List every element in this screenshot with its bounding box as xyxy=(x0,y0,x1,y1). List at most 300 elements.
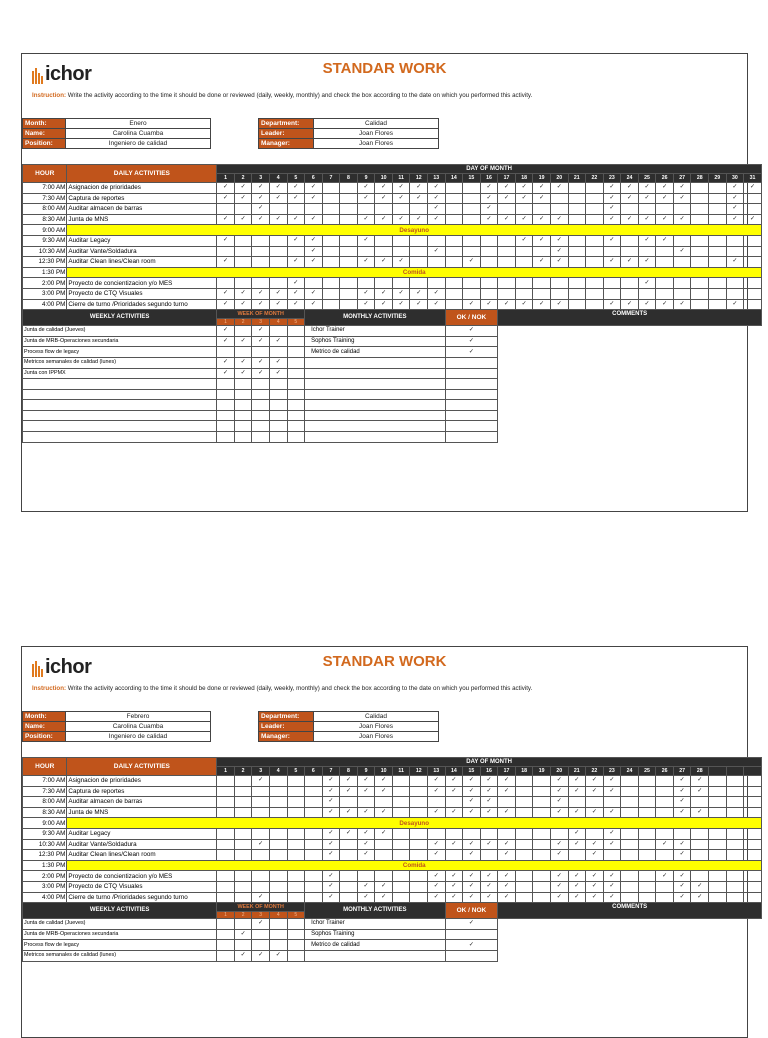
day-checkbox[interactable] xyxy=(656,797,674,808)
info-value-name[interactable]: Carolina Cuamba xyxy=(66,722,211,732)
day-checkbox[interactable]: ✓ xyxy=(234,193,252,204)
day-checkbox[interactable] xyxy=(568,204,586,215)
day-checkbox[interactable]: ✓ xyxy=(252,214,270,225)
day-checkbox[interactable] xyxy=(428,278,446,289)
day-checkbox[interactable] xyxy=(603,278,621,289)
day-checkbox[interactable] xyxy=(744,776,762,787)
day-checkbox[interactable] xyxy=(638,807,656,818)
day-checkbox[interactable]: ✓ xyxy=(234,299,252,310)
day-checkbox[interactable] xyxy=(269,828,287,839)
day-checkbox[interactable]: ✓ xyxy=(287,299,305,310)
info-value-month[interactable]: Febrero xyxy=(66,712,211,722)
day-checkbox[interactable]: ✓ xyxy=(357,850,375,861)
week-checkbox[interactable] xyxy=(234,326,252,337)
day-checkbox[interactable]: ✓ xyxy=(586,871,604,882)
info-value-leader[interactable]: Joan Flores xyxy=(314,722,439,732)
day-checkbox[interactable]: ✓ xyxy=(550,797,568,808)
day-checkbox[interactable] xyxy=(568,299,586,310)
day-checkbox[interactable] xyxy=(357,871,375,882)
day-checkbox[interactable]: ✓ xyxy=(428,214,446,225)
day-checkbox[interactable] xyxy=(691,871,709,882)
day-checkbox[interactable] xyxy=(533,204,551,215)
day-checkbox[interactable] xyxy=(673,204,691,215)
day-checkbox[interactable] xyxy=(252,235,270,246)
day-checkbox[interactable] xyxy=(287,892,305,903)
day-checkbox[interactable]: ✓ xyxy=(621,257,639,268)
day-checkbox[interactable]: ✓ xyxy=(322,786,340,797)
week-checkbox[interactable] xyxy=(234,410,252,421)
ok-nok-cell[interactable] xyxy=(445,357,498,368)
day-checkbox[interactable]: ✓ xyxy=(287,235,305,246)
day-checkbox[interactable]: ✓ xyxy=(726,299,744,310)
day-checkbox[interactable]: ✓ xyxy=(726,257,744,268)
day-checkbox[interactable]: ✓ xyxy=(550,235,568,246)
day-checkbox[interactable]: ✓ xyxy=(550,246,568,257)
day-checkbox[interactable] xyxy=(305,204,323,215)
day-checkbox[interactable] xyxy=(410,839,428,850)
day-checkbox[interactable] xyxy=(445,828,463,839)
day-checkbox[interactable] xyxy=(621,871,639,882)
week-checkbox[interactable] xyxy=(269,432,287,443)
week-checkbox[interactable]: ✓ xyxy=(234,950,252,961)
day-checkbox[interactable]: ✓ xyxy=(603,871,621,882)
day-checkbox[interactable] xyxy=(392,776,410,787)
day-checkbox[interactable]: ✓ xyxy=(533,235,551,246)
day-checkbox[interactable] xyxy=(375,204,393,215)
day-checkbox[interactable]: ✓ xyxy=(217,299,235,310)
day-checkbox[interactable]: ✓ xyxy=(428,246,446,257)
week-checkbox[interactable] xyxy=(234,432,252,443)
day-checkbox[interactable] xyxy=(515,881,533,892)
day-checkbox[interactable] xyxy=(568,235,586,246)
week-checkbox[interactable] xyxy=(287,432,305,443)
day-checkbox[interactable] xyxy=(621,246,639,257)
day-checkbox[interactable] xyxy=(287,204,305,215)
day-checkbox[interactable]: ✓ xyxy=(287,278,305,289)
day-checkbox[interactable]: ✓ xyxy=(621,214,639,225)
day-checkbox[interactable] xyxy=(234,892,252,903)
day-checkbox[interactable]: ✓ xyxy=(638,278,656,289)
day-checkbox[interactable] xyxy=(322,299,340,310)
day-checkbox[interactable]: ✓ xyxy=(550,839,568,850)
day-checkbox[interactable] xyxy=(305,278,323,289)
day-checkbox[interactable] xyxy=(269,892,287,903)
day-checkbox[interactable] xyxy=(287,776,305,787)
week-checkbox[interactable] xyxy=(287,326,305,337)
day-checkbox[interactable]: ✓ xyxy=(287,183,305,194)
day-checkbox[interactable]: ✓ xyxy=(357,828,375,839)
day-checkbox[interactable]: ✓ xyxy=(322,839,340,850)
day-checkbox[interactable] xyxy=(322,257,340,268)
day-checkbox[interactable]: ✓ xyxy=(480,193,498,204)
day-checkbox[interactable] xyxy=(234,828,252,839)
week-checkbox[interactable] xyxy=(287,410,305,421)
day-checkbox[interactable] xyxy=(744,257,762,268)
day-checkbox[interactable]: ✓ xyxy=(673,871,691,882)
day-checkbox[interactable] xyxy=(269,797,287,808)
day-checkbox[interactable]: ✓ xyxy=(357,881,375,892)
day-checkbox[interactable] xyxy=(410,776,428,787)
day-checkbox[interactable]: ✓ xyxy=(603,828,621,839)
day-checkbox[interactable] xyxy=(744,871,762,882)
day-checkbox[interactable] xyxy=(744,850,762,861)
day-checkbox[interactable] xyxy=(638,288,656,299)
day-checkbox[interactable] xyxy=(463,278,481,289)
day-checkbox[interactable] xyxy=(410,892,428,903)
day-checkbox[interactable] xyxy=(269,850,287,861)
day-checkbox[interactable] xyxy=(568,278,586,289)
info-value-position[interactable]: Ingeniero de calidad xyxy=(66,732,211,742)
day-checkbox[interactable]: ✓ xyxy=(603,204,621,215)
day-checkbox[interactable]: ✓ xyxy=(498,871,516,882)
info-value-position[interactable]: Ingeniero de calidad xyxy=(66,139,211,149)
week-checkbox[interactable] xyxy=(234,400,252,411)
day-checkbox[interactable] xyxy=(709,257,727,268)
day-checkbox[interactable] xyxy=(709,786,727,797)
day-checkbox[interactable]: ✓ xyxy=(744,183,762,194)
day-checkbox[interactable] xyxy=(744,278,762,289)
day-checkbox[interactable] xyxy=(445,278,463,289)
day-checkbox[interactable]: ✓ xyxy=(428,881,446,892)
day-checkbox[interactable]: ✓ xyxy=(375,257,393,268)
day-checkbox[interactable] xyxy=(638,839,656,850)
day-checkbox[interactable]: ✓ xyxy=(515,299,533,310)
day-checkbox[interactable] xyxy=(392,235,410,246)
ok-nok-cell[interactable] xyxy=(445,421,498,432)
day-checkbox[interactable] xyxy=(269,257,287,268)
ok-nok-cell[interactable] xyxy=(445,432,498,443)
week-checkbox[interactable] xyxy=(269,326,287,337)
day-checkbox[interactable]: ✓ xyxy=(375,776,393,787)
day-checkbox[interactable] xyxy=(234,776,252,787)
day-checkbox[interactable] xyxy=(428,797,446,808)
day-checkbox[interactable]: ✓ xyxy=(445,776,463,787)
day-checkbox[interactable] xyxy=(744,839,762,850)
day-checkbox[interactable] xyxy=(691,257,709,268)
day-checkbox[interactable] xyxy=(410,881,428,892)
week-checkbox[interactable]: ✓ xyxy=(217,336,235,347)
day-checkbox[interactable] xyxy=(410,786,428,797)
day-checkbox[interactable]: ✓ xyxy=(550,299,568,310)
day-checkbox[interactable] xyxy=(586,214,604,225)
day-checkbox[interactable]: ✓ xyxy=(568,871,586,882)
day-checkbox[interactable] xyxy=(709,776,727,787)
day-checkbox[interactable] xyxy=(691,204,709,215)
day-checkbox[interactable] xyxy=(217,797,235,808)
day-checkbox[interactable] xyxy=(217,871,235,882)
day-checkbox[interactable]: ✓ xyxy=(673,786,691,797)
week-checkbox[interactable] xyxy=(217,940,235,951)
day-checkbox[interactable] xyxy=(463,235,481,246)
week-checkbox[interactable] xyxy=(252,432,270,443)
comments-area[interactable] xyxy=(498,326,762,443)
day-checkbox[interactable] xyxy=(392,204,410,215)
day-checkbox[interactable] xyxy=(269,204,287,215)
day-checkbox[interactable] xyxy=(305,776,323,787)
day-checkbox[interactable]: ✓ xyxy=(603,807,621,818)
day-checkbox[interactable] xyxy=(428,828,446,839)
day-checkbox[interactable] xyxy=(445,193,463,204)
day-checkbox[interactable] xyxy=(445,257,463,268)
day-checkbox[interactable]: ✓ xyxy=(217,235,235,246)
day-checkbox[interactable] xyxy=(515,776,533,787)
info-value-department[interactable]: Calidad xyxy=(314,712,439,722)
week-checkbox[interactable] xyxy=(287,389,305,400)
day-checkbox[interactable]: ✓ xyxy=(586,839,604,850)
comments-area[interactable] xyxy=(498,919,762,961)
day-checkbox[interactable] xyxy=(621,786,639,797)
day-checkbox[interactable] xyxy=(691,193,709,204)
day-checkbox[interactable] xyxy=(744,807,762,818)
day-checkbox[interactable] xyxy=(428,235,446,246)
day-checkbox[interactable] xyxy=(392,786,410,797)
day-checkbox[interactable]: ✓ xyxy=(463,786,481,797)
day-checkbox[interactable] xyxy=(392,807,410,818)
day-checkbox[interactable]: ✓ xyxy=(550,807,568,818)
week-checkbox[interactable]: ✓ xyxy=(234,357,252,368)
day-checkbox[interactable]: ✓ xyxy=(480,776,498,787)
day-checkbox[interactable] xyxy=(656,246,674,257)
day-checkbox[interactable]: ✓ xyxy=(673,797,691,808)
day-checkbox[interactable]: ✓ xyxy=(656,871,674,882)
day-checkbox[interactable] xyxy=(269,786,287,797)
day-checkbox[interactable] xyxy=(726,776,744,787)
day-checkbox[interactable] xyxy=(305,850,323,861)
day-checkbox[interactable] xyxy=(726,871,744,882)
day-checkbox[interactable] xyxy=(305,871,323,882)
day-checkbox[interactable] xyxy=(550,828,568,839)
day-checkbox[interactable] xyxy=(709,183,727,194)
day-checkbox[interactable] xyxy=(463,214,481,225)
week-checkbox[interactable]: ✓ xyxy=(269,357,287,368)
day-checkbox[interactable]: ✓ xyxy=(603,776,621,787)
day-checkbox[interactable] xyxy=(691,278,709,289)
day-checkbox[interactable] xyxy=(656,278,674,289)
day-checkbox[interactable]: ✓ xyxy=(428,183,446,194)
day-checkbox[interactable] xyxy=(340,839,358,850)
day-checkbox[interactable] xyxy=(269,235,287,246)
day-checkbox[interactable] xyxy=(533,797,551,808)
day-checkbox[interactable] xyxy=(305,881,323,892)
day-checkbox[interactable] xyxy=(252,246,270,257)
day-checkbox[interactable]: ✓ xyxy=(726,214,744,225)
day-checkbox[interactable]: ✓ xyxy=(357,892,375,903)
day-checkbox[interactable] xyxy=(586,797,604,808)
day-checkbox[interactable] xyxy=(638,797,656,808)
day-checkbox[interactable] xyxy=(340,892,358,903)
day-checkbox[interactable] xyxy=(709,278,727,289)
day-checkbox[interactable]: ✓ xyxy=(392,299,410,310)
day-checkbox[interactable]: ✓ xyxy=(726,204,744,215)
day-checkbox[interactable] xyxy=(744,288,762,299)
week-checkbox[interactable]: ✓ xyxy=(217,357,235,368)
day-checkbox[interactable] xyxy=(656,807,674,818)
week-checkbox[interactable] xyxy=(217,919,235,930)
day-checkbox[interactable]: ✓ xyxy=(463,850,481,861)
day-checkbox[interactable] xyxy=(480,246,498,257)
day-checkbox[interactable] xyxy=(357,246,375,257)
day-checkbox[interactable]: ✓ xyxy=(498,183,516,194)
day-checkbox[interactable]: ✓ xyxy=(603,299,621,310)
week-checkbox[interactable] xyxy=(269,919,287,930)
day-checkbox[interactable] xyxy=(340,881,358,892)
day-checkbox[interactable]: ✓ xyxy=(322,776,340,787)
day-checkbox[interactable] xyxy=(744,235,762,246)
day-checkbox[interactable] xyxy=(480,288,498,299)
day-checkbox[interactable] xyxy=(410,828,428,839)
day-checkbox[interactable] xyxy=(340,288,358,299)
day-checkbox[interactable] xyxy=(305,839,323,850)
day-checkbox[interactable]: ✓ xyxy=(322,828,340,839)
day-checkbox[interactable] xyxy=(410,797,428,808)
ok-nok-cell[interactable] xyxy=(445,400,498,411)
day-checkbox[interactable] xyxy=(428,257,446,268)
day-checkbox[interactable] xyxy=(269,807,287,818)
week-checkbox[interactable] xyxy=(269,929,287,940)
week-checkbox[interactable] xyxy=(217,400,235,411)
day-checkbox[interactable] xyxy=(234,881,252,892)
day-checkbox[interactable] xyxy=(621,839,639,850)
ok-nok-cell[interactable] xyxy=(445,368,498,379)
day-checkbox[interactable]: ✓ xyxy=(305,214,323,225)
day-checkbox[interactable]: ✓ xyxy=(269,299,287,310)
day-checkbox[interactable]: ✓ xyxy=(463,299,481,310)
day-checkbox[interactable] xyxy=(691,183,709,194)
day-checkbox[interactable]: ✓ xyxy=(673,193,691,204)
week-checkbox[interactable] xyxy=(252,389,270,400)
day-checkbox[interactable] xyxy=(357,278,375,289)
day-checkbox[interactable]: ✓ xyxy=(375,786,393,797)
day-checkbox[interactable] xyxy=(340,278,358,289)
day-checkbox[interactable] xyxy=(691,850,709,861)
day-checkbox[interactable]: ✓ xyxy=(621,183,639,194)
day-checkbox[interactable]: ✓ xyxy=(322,797,340,808)
day-checkbox[interactable] xyxy=(533,246,551,257)
day-checkbox[interactable]: ✓ xyxy=(673,776,691,787)
day-checkbox[interactable] xyxy=(287,797,305,808)
day-checkbox[interactable]: ✓ xyxy=(410,193,428,204)
day-checkbox[interactable] xyxy=(603,288,621,299)
day-checkbox[interactable] xyxy=(392,797,410,808)
day-checkbox[interactable]: ✓ xyxy=(603,214,621,225)
day-checkbox[interactable]: ✓ xyxy=(357,183,375,194)
week-checkbox[interactable] xyxy=(269,347,287,358)
day-checkbox[interactable] xyxy=(322,204,340,215)
day-checkbox[interactable]: ✓ xyxy=(340,776,358,787)
day-checkbox[interactable]: ✓ xyxy=(621,193,639,204)
day-checkbox[interactable]: ✓ xyxy=(375,299,393,310)
day-checkbox[interactable] xyxy=(234,235,252,246)
day-checkbox[interactable] xyxy=(709,288,727,299)
week-checkbox[interactable]: ✓ xyxy=(234,929,252,940)
day-checkbox[interactable]: ✓ xyxy=(498,299,516,310)
day-checkbox[interactable]: ✓ xyxy=(550,786,568,797)
day-checkbox[interactable] xyxy=(498,246,516,257)
day-checkbox[interactable] xyxy=(410,850,428,861)
day-checkbox[interactable]: ✓ xyxy=(392,214,410,225)
day-checkbox[interactable] xyxy=(445,183,463,194)
day-checkbox[interactable] xyxy=(392,881,410,892)
day-checkbox[interactable] xyxy=(322,278,340,289)
day-checkbox[interactable] xyxy=(603,246,621,257)
day-checkbox[interactable] xyxy=(638,881,656,892)
day-checkbox[interactable]: ✓ xyxy=(691,786,709,797)
day-checkbox[interactable]: ✓ xyxy=(252,288,270,299)
day-checkbox[interactable]: ✓ xyxy=(533,299,551,310)
day-checkbox[interactable] xyxy=(234,278,252,289)
day-checkbox[interactable]: ✓ xyxy=(498,892,516,903)
day-checkbox[interactable]: ✓ xyxy=(234,183,252,194)
day-checkbox[interactable] xyxy=(269,881,287,892)
day-checkbox[interactable]: ✓ xyxy=(673,299,691,310)
day-checkbox[interactable] xyxy=(621,797,639,808)
day-checkbox[interactable] xyxy=(357,797,375,808)
week-checkbox[interactable]: ✓ xyxy=(217,368,235,379)
day-checkbox[interactable] xyxy=(673,288,691,299)
day-checkbox[interactable] xyxy=(480,278,498,289)
day-checkbox[interactable] xyxy=(744,892,762,903)
week-checkbox[interactable] xyxy=(217,389,235,400)
day-checkbox[interactable]: ✓ xyxy=(638,214,656,225)
day-checkbox[interactable] xyxy=(550,204,568,215)
day-checkbox[interactable] xyxy=(638,204,656,215)
day-checkbox[interactable]: ✓ xyxy=(656,299,674,310)
day-checkbox[interactable]: ✓ xyxy=(305,246,323,257)
day-checkbox[interactable] xyxy=(217,246,235,257)
day-checkbox[interactable] xyxy=(498,797,516,808)
day-checkbox[interactable] xyxy=(586,828,604,839)
day-checkbox[interactable]: ✓ xyxy=(515,183,533,194)
day-checkbox[interactable] xyxy=(656,881,674,892)
day-checkbox[interactable] xyxy=(217,786,235,797)
day-checkbox[interactable] xyxy=(463,288,481,299)
day-checkbox[interactable] xyxy=(709,828,727,839)
day-checkbox[interactable]: ✓ xyxy=(656,839,674,850)
day-checkbox[interactable]: ✓ xyxy=(480,881,498,892)
day-checkbox[interactable]: ✓ xyxy=(498,881,516,892)
day-checkbox[interactable] xyxy=(410,204,428,215)
day-checkbox[interactable] xyxy=(322,235,340,246)
day-checkbox[interactable]: ✓ xyxy=(498,850,516,861)
day-checkbox[interactable] xyxy=(410,246,428,257)
week-checkbox[interactable]: ✓ xyxy=(252,326,270,337)
day-checkbox[interactable] xyxy=(463,828,481,839)
day-checkbox[interactable] xyxy=(568,214,586,225)
day-checkbox[interactable] xyxy=(744,786,762,797)
day-checkbox[interactable] xyxy=(515,807,533,818)
day-checkbox[interactable]: ✓ xyxy=(586,807,604,818)
day-checkbox[interactable] xyxy=(340,235,358,246)
week-checkbox[interactable] xyxy=(252,347,270,358)
day-checkbox[interactable]: ✓ xyxy=(463,257,481,268)
day-checkbox[interactable]: ✓ xyxy=(463,807,481,818)
day-checkbox[interactable] xyxy=(217,204,235,215)
day-checkbox[interactable] xyxy=(656,257,674,268)
day-checkbox[interactable]: ✓ xyxy=(217,257,235,268)
day-checkbox[interactable]: ✓ xyxy=(480,214,498,225)
day-checkbox[interactable] xyxy=(621,235,639,246)
day-checkbox[interactable] xyxy=(322,193,340,204)
week-checkbox[interactable] xyxy=(234,940,252,951)
day-checkbox[interactable] xyxy=(726,839,744,850)
day-checkbox[interactable]: ✓ xyxy=(586,892,604,903)
day-checkbox[interactable] xyxy=(691,288,709,299)
day-checkbox[interactable]: ✓ xyxy=(533,257,551,268)
day-checkbox[interactable] xyxy=(515,257,533,268)
day-checkbox[interactable]: ✓ xyxy=(234,214,252,225)
week-checkbox[interactable] xyxy=(234,919,252,930)
day-checkbox[interactable]: ✓ xyxy=(603,235,621,246)
